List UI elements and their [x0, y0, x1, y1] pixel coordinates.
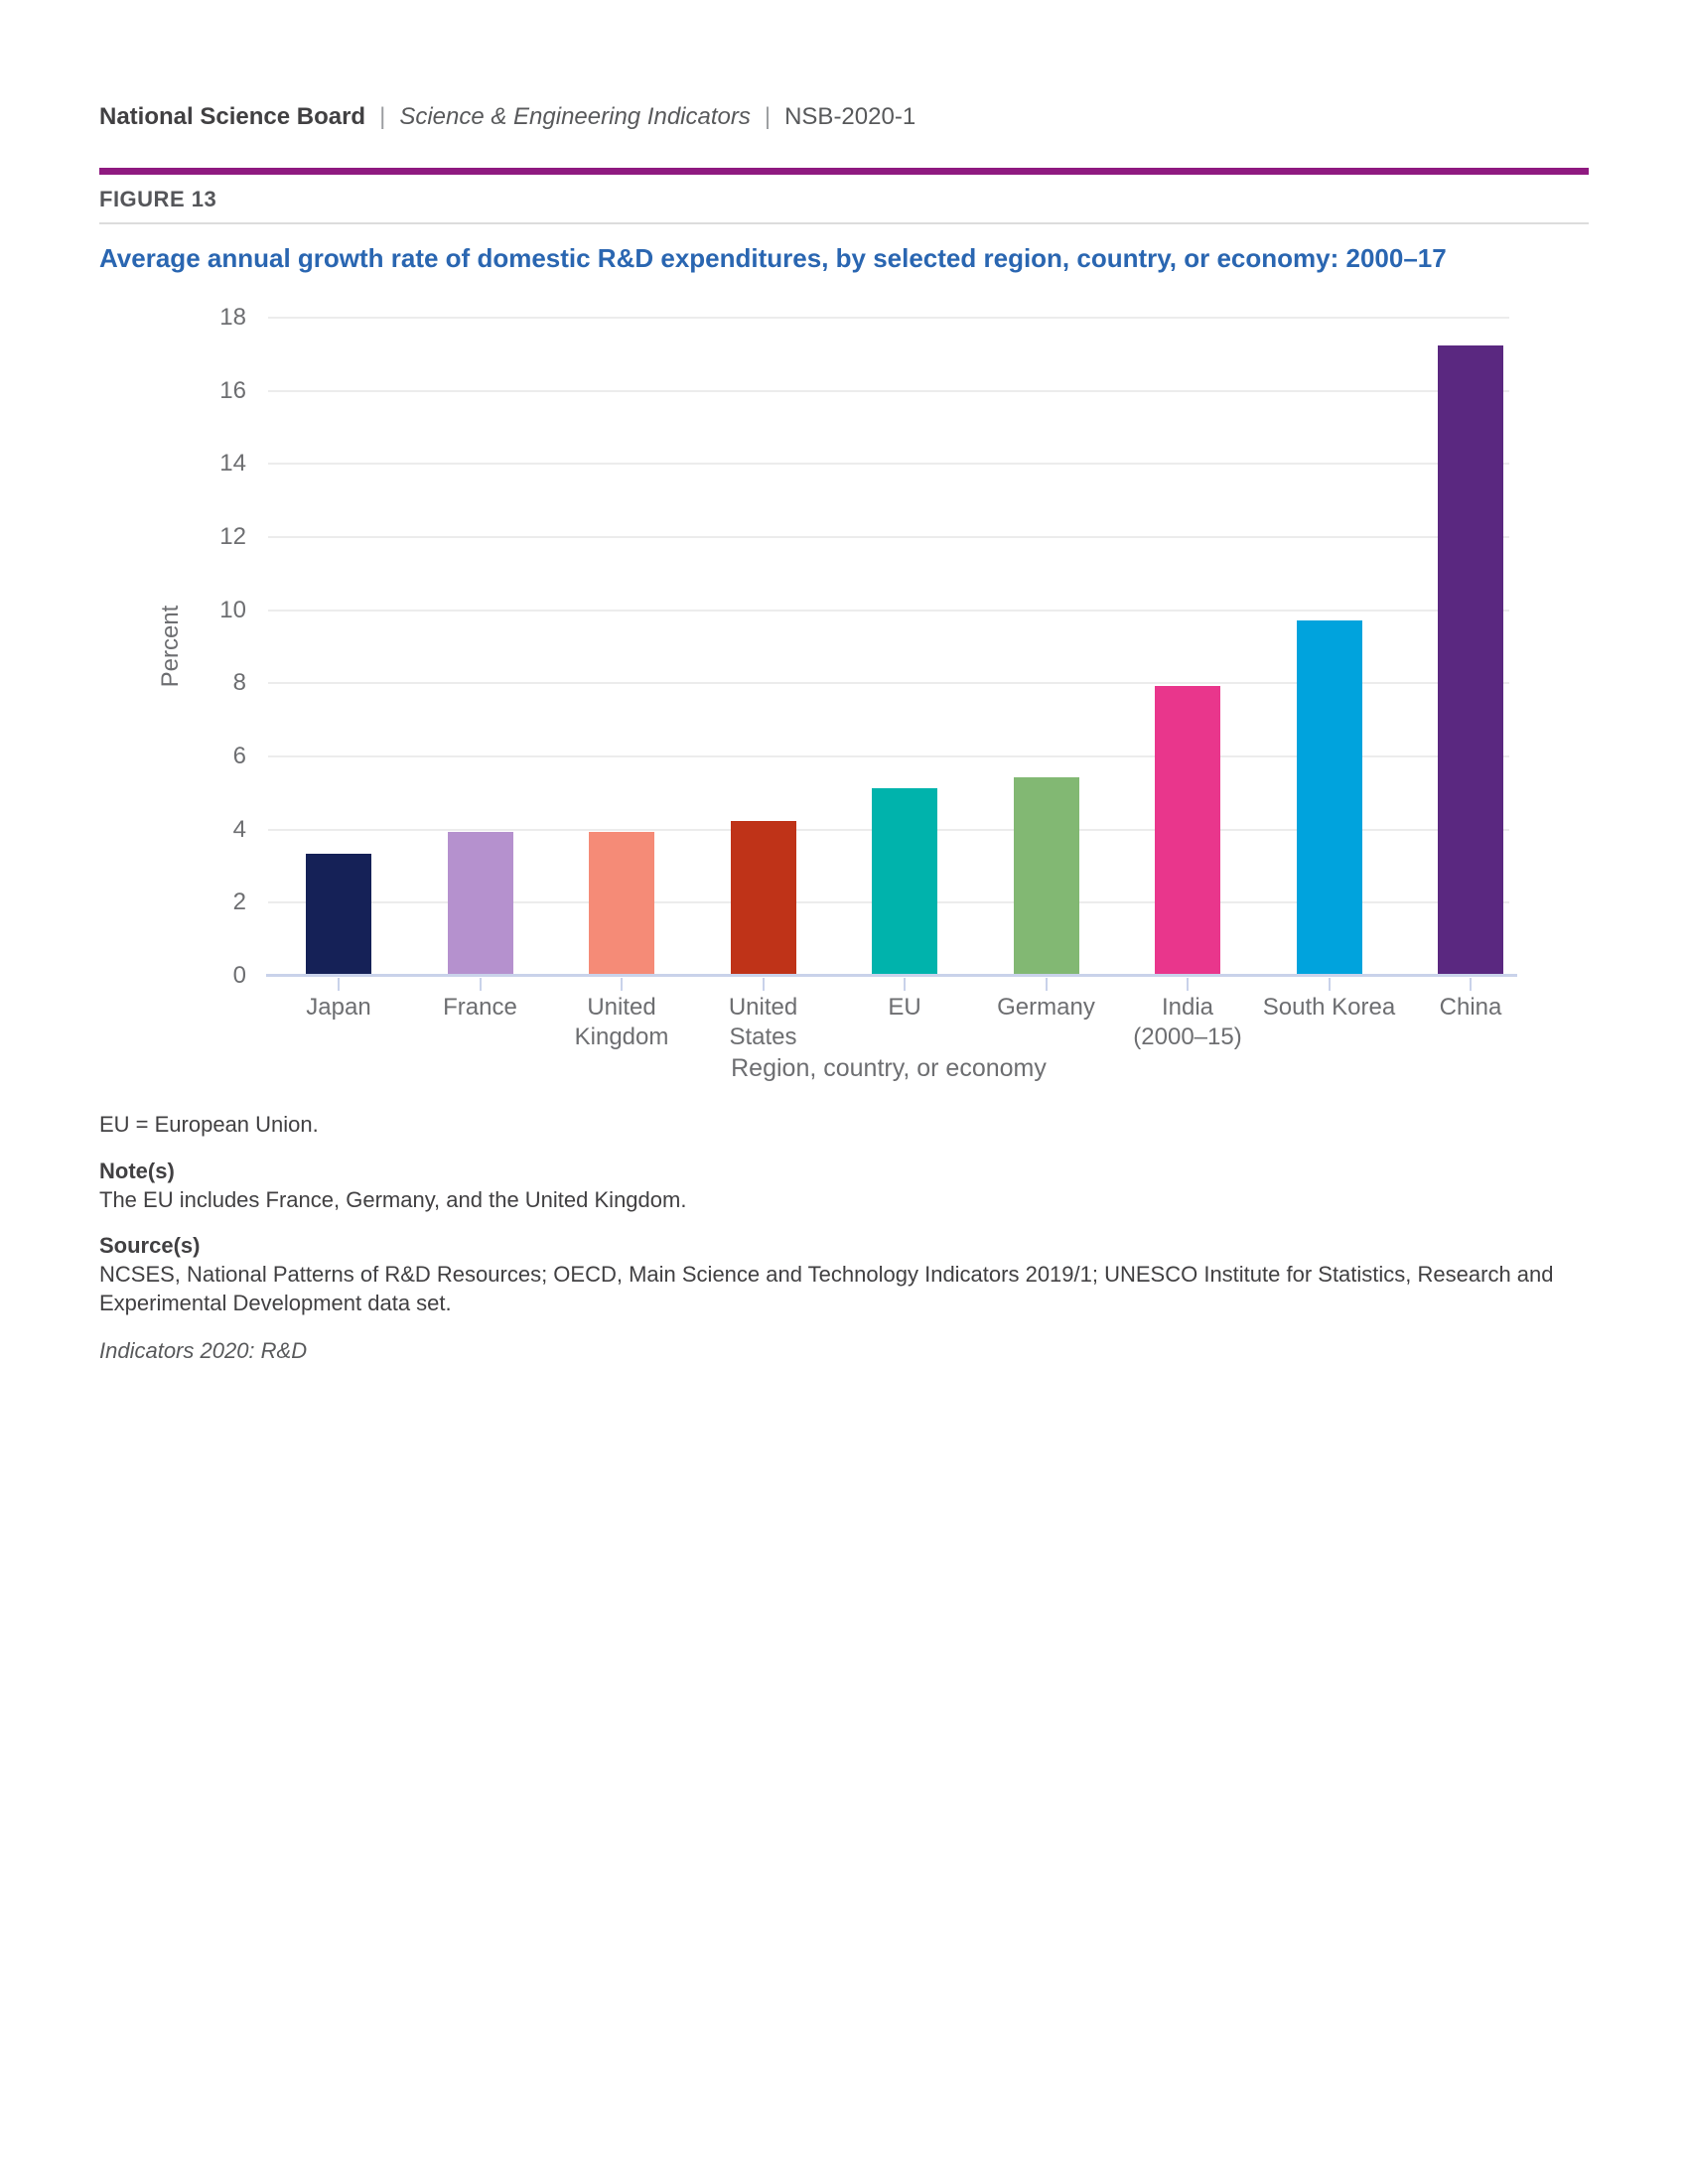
gridline — [268, 463, 1509, 465]
sources-text: NCSES, National Patterns of R&D Resources; OECD, Main Science and Technology Indicators 2019/1; UNESCO Institute for Statistics, Research and Experimental Development data set. — [99, 1262, 1554, 1315]
bar-south-korea — [1297, 620, 1362, 975]
figure-title: Average annual growth rate of domestic R&D expenditures, by selected region, country, or economy: 2000–17 — [99, 243, 1447, 273]
gridline — [268, 317, 1509, 319]
x-axis-category-line: Japan — [306, 994, 371, 1021]
x-tick — [1470, 978, 1472, 991]
y-tick-label: 0 — [232, 962, 246, 989]
x-axis-category-line: France — [443, 994, 517, 1021]
header-separator: | — [379, 103, 386, 130]
x-tick — [1046, 978, 1048, 991]
plot-area — [268, 318, 1509, 976]
x-tick — [338, 978, 340, 991]
y-tick-label: 8 — [232, 669, 246, 697]
x-axis-category-line: United — [728, 994, 798, 1021]
bar-india-2000-15 — [1155, 686, 1220, 975]
bar-united-states — [731, 821, 796, 975]
bar-united-kingdom — [589, 832, 654, 975]
gridline — [268, 390, 1509, 392]
x-axis-category-line: EU — [888, 994, 921, 1021]
y-axis-title: Percent — [157, 605, 184, 688]
bar-germany — [1014, 777, 1079, 975]
bar-japan — [306, 854, 371, 975]
x-axis-title: Region, country, or economy — [731, 1054, 1047, 1082]
y-tick-label: 10 — [219, 596, 246, 623]
y-tick-label: 18 — [219, 304, 246, 331]
y-tick-label: 6 — [232, 743, 246, 769]
abbreviation-note: EU = European Union. — [99, 1112, 319, 1137]
notes-text: The EU includes France, Germany, and the United Kingdom. — [99, 1187, 687, 1212]
x-axis-category-line: United — [587, 994, 656, 1021]
figure-label: FIGURE 13 — [99, 187, 217, 211]
chart-area — [99, 298, 1549, 1102]
bar-france — [448, 832, 513, 975]
accent-rule — [99, 168, 1589, 175]
x-tick — [763, 978, 765, 991]
report-id: NSB-2020-1 — [784, 103, 916, 130]
x-axis-category-line: China — [1439, 994, 1502, 1021]
divider-rule — [99, 222, 1589, 224]
x-tick — [904, 978, 906, 991]
bar-eu — [872, 788, 937, 975]
x-axis-category-line: Germany — [997, 994, 1095, 1021]
gridline — [268, 536, 1509, 538]
publication-note: Indicators 2020: R&D — [99, 1338, 308, 1363]
publication-name: Science & Engineering Indicators — [399, 103, 751, 130]
x-axis-category-line: Kingdom — [574, 1024, 669, 1050]
gridline — [268, 610, 1509, 612]
x-axis-category-line: India — [1161, 994, 1214, 1021]
sources-heading: Source(s) — [99, 1233, 201, 1258]
x-axis-line — [266, 974, 1517, 977]
x-tick — [480, 978, 482, 991]
notes-heading: Note(s) — [99, 1159, 175, 1183]
x-axis-category-line: (2000–15) — [1133, 1024, 1242, 1050]
y-tick-label: 16 — [219, 376, 246, 404]
x-tick — [621, 978, 623, 991]
org-name: National Science Board — [99, 103, 366, 130]
x-tick — [1187, 978, 1189, 991]
y-tick-label: 14 — [219, 450, 246, 478]
header-separator: | — [764, 103, 772, 130]
report-header — [99, 103, 915, 131]
x-tick — [1329, 978, 1331, 991]
x-axis-category-line: States — [729, 1024, 797, 1050]
y-tick-label: 12 — [219, 523, 246, 550]
x-axis-category-line: South Korea — [1262, 994, 1396, 1021]
y-tick-label: 2 — [232, 888, 246, 916]
x-axis-category-label-china — [1376, 993, 1565, 1023]
y-tick-label: 4 — [232, 815, 246, 843]
bar-china — [1438, 345, 1503, 975]
